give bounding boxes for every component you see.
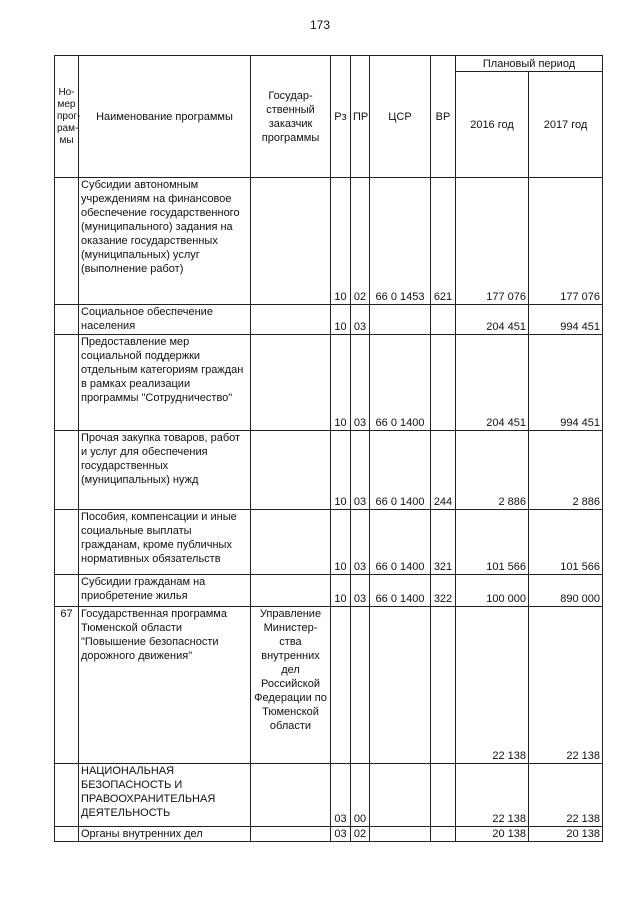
header-year-2017: 2017 год <box>529 72 603 178</box>
program-name-cell: Пособия, компенсации и иные социальные выплаты гражданам, кроме публичных нормативных обязательств <box>79 510 251 575</box>
rz-cell: 10 <box>331 575 351 607</box>
customer-cell <box>251 575 331 607</box>
vr-cell: 322 <box>431 575 456 607</box>
pr-cell: 03 <box>351 431 370 510</box>
customer-cell: Управление Министер-ства внутренних дел Российской Федерации по Тюменской области <box>251 607 331 764</box>
amount-2016-cell: 204 451 <box>456 305 529 335</box>
header-rz: Рз <box>331 56 351 178</box>
header-csr: ЦСР <box>370 56 431 178</box>
budget-table <box>54 55 603 842</box>
amount-2017-cell: 2 886 <box>529 431 603 510</box>
table-body <box>55 178 603 842</box>
program-name-cell: Социальное обеспечение населения <box>79 305 251 335</box>
customer-cell <box>251 764 331 827</box>
pr-cell: 02 <box>351 827 370 842</box>
table-row <box>55 764 603 827</box>
table-row <box>55 431 603 510</box>
header-planned-period: Плановый период <box>456 56 603 72</box>
amount-2016-cell: 22 138 <box>456 764 529 827</box>
amount-2017-cell: 101 566 <box>529 510 603 575</box>
pr-cell: 03 <box>351 510 370 575</box>
vr-cell <box>431 305 456 335</box>
program-number-cell <box>55 827 79 842</box>
program-number-cell <box>55 510 79 575</box>
amount-2016-cell: 177 076 <box>456 178 529 305</box>
csr-cell <box>370 764 431 827</box>
header-vr: ВР <box>431 56 456 178</box>
vr-cell <box>431 607 456 764</box>
program-name-cell: НАЦИОНАЛЬНАЯ БЕЗОПАСНОСТЬ И ПРАВООХРАНИТЕЛЬНАЯ ДЕЯТЕЛЬНОСТЬ <box>79 764 251 827</box>
program-number-cell: 67 <box>55 607 79 764</box>
customer-cell <box>251 431 331 510</box>
csr-cell <box>370 607 431 764</box>
rz-cell <box>331 607 351 764</box>
program-name-cell: Государственная программа Тюменской области "Повышение безопасности дорожного движения" <box>79 607 251 764</box>
amount-2017-cell: 20 138 <box>529 827 603 842</box>
header-program-number: Но- мер прог- рам- мы <box>55 56 79 178</box>
customer-cell <box>251 305 331 335</box>
amount-2016-cell: 100 000 <box>456 575 529 607</box>
header-customer: Государ- ственный заказчик программы <box>251 56 331 178</box>
amount-2017-cell: 22 138 <box>529 764 603 827</box>
vr-cell: 321 <box>431 510 456 575</box>
pr-cell: 00 <box>351 764 370 827</box>
csr-cell: 66 0 1400 <box>370 335 431 431</box>
amount-2016-cell: 22 138 <box>456 607 529 764</box>
program-number-cell <box>55 575 79 607</box>
vr-cell: 244 <box>431 431 456 510</box>
rz-cell: 10 <box>331 335 351 431</box>
vr-cell <box>431 764 456 827</box>
header-program-name: Наименование программы <box>79 56 251 178</box>
table-row <box>55 575 603 607</box>
customer-cell <box>251 827 331 842</box>
amount-2017-cell: 994 451 <box>529 305 603 335</box>
table-row <box>55 305 603 335</box>
program-number-cell <box>55 335 79 431</box>
pr-cell: 03 <box>351 335 370 431</box>
rz-cell: 10 <box>331 431 351 510</box>
program-number-cell <box>55 305 79 335</box>
vr-cell <box>431 335 456 431</box>
amount-2017-cell: 22 138 <box>529 607 603 764</box>
csr-cell: 66 0 1400 <box>370 510 431 575</box>
amount-2017-cell: 994 451 <box>529 335 603 431</box>
program-name-cell: Прочая закупка товаров, работ и услуг для обеспечения государственных (муниципальных) нужд <box>79 431 251 510</box>
rz-cell: 10 <box>331 510 351 575</box>
program-number-cell <box>55 431 79 510</box>
vr-cell: 621 <box>431 178 456 305</box>
table-row <box>55 335 603 431</box>
header-row-top <box>55 56 603 72</box>
pr-cell: 03 <box>351 575 370 607</box>
table-row <box>55 510 603 575</box>
rz-cell: 03 <box>331 764 351 827</box>
rz-cell: 03 <box>331 827 351 842</box>
header-pr: ПР <box>351 56 370 178</box>
csr-cell: 66 0 1400 <box>370 431 431 510</box>
page-number: 173 <box>309 18 331 32</box>
table-row <box>55 607 603 764</box>
csr-cell: 66 0 1453 <box>370 178 431 305</box>
csr-cell <box>370 305 431 335</box>
csr-cell: 66 0 1400 <box>370 575 431 607</box>
header-year-2016: 2016 год <box>456 72 529 178</box>
amount-2017-cell: 890 000 <box>529 575 603 607</box>
amount-2016-cell: 101 566 <box>456 510 529 575</box>
program-name-cell: Субсидии автономным учреждениям на финансовое обеспечение государственного (муниципального) задания на оказание государственных (муниципальных) услуг (выполнение работ) <box>79 178 251 305</box>
customer-cell <box>251 510 331 575</box>
program-number-cell <box>55 178 79 305</box>
rz-cell: 10 <box>331 305 351 335</box>
amount-2016-cell: 20 138 <box>456 827 529 842</box>
rz-cell: 10 <box>331 178 351 305</box>
pr-cell <box>351 607 370 764</box>
program-name-cell: Предоставление мер социальной поддержки отдельным категориям граждан в рамках реализации программы "Сотрудничество" <box>79 335 251 431</box>
program-name-cell: Субсидии гражданам на приобретение жилья <box>79 575 251 607</box>
amount-2016-cell: 2 886 <box>456 431 529 510</box>
pr-cell: 02 <box>351 178 370 305</box>
amount-2017-cell: 177 076 <box>529 178 603 305</box>
amount-2016-cell: 204 451 <box>456 335 529 431</box>
customer-cell <box>251 178 331 305</box>
table-row <box>55 178 603 305</box>
program-name-cell: Органы внутренних дел <box>79 827 251 842</box>
pr-cell: 03 <box>351 305 370 335</box>
table-row <box>55 827 603 842</box>
vr-cell <box>431 827 456 842</box>
csr-cell <box>370 827 431 842</box>
program-number-cell <box>55 764 79 827</box>
customer-cell <box>251 335 331 431</box>
